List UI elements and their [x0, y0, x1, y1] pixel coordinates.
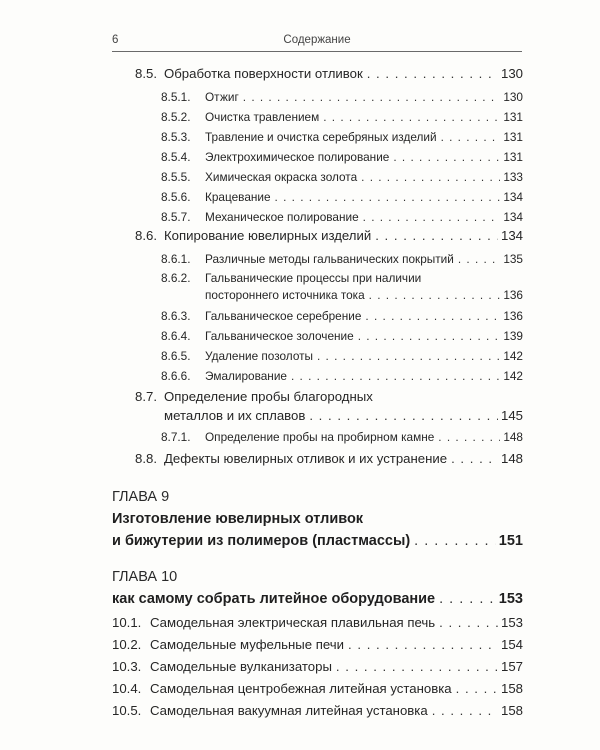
header-title: Содержание	[283, 34, 351, 46]
dot-leader	[348, 637, 498, 652]
dot-leader	[291, 369, 500, 383]
toc-entry-8-5-2[interactable]: 8.5.2. Очистка травлением . . . 131	[161, 110, 523, 124]
running-header	[112, 31, 522, 52]
dot-leader	[439, 615, 498, 630]
chapter-9-title-line1[interactable]: Изготовление ювелирных отливок	[112, 511, 364, 527]
dot-leader	[451, 451, 498, 466]
dot-leader	[432, 703, 498, 718]
dot-leader	[367, 66, 498, 81]
chapter-10-title[interactable]: как самому собрать литейное оборудование . . . 153	[112, 591, 523, 607]
dot-leader	[243, 90, 501, 104]
dot-leader	[309, 408, 498, 423]
toc-entry-8-7-line2[interactable]: металлов и их сплавов . . . 145	[135, 408, 523, 423]
toc-entry-8-5-6[interactable]: 8.5.6. Крацевание . . . 134	[161, 190, 523, 204]
dot-leader	[438, 430, 500, 444]
toc-entry-8-8[interactable]: 8.8. Дефекты ювелирных отливок и их устранение . . . 148	[135, 451, 523, 466]
toc-entry-10-3[interactable]: 10.3. Самодельные вулканизаторы . . . 157	[112, 659, 523, 674]
toc-entry-10-2[interactable]: 10.2. Самодельные муфельные печи . . . 154	[112, 637, 523, 652]
dot-leader	[275, 190, 501, 204]
toc-entry-title: Обработка поверхности отливок	[164, 66, 363, 81]
toc-entry-8-6-6[interactable]: 8.6.6. Эмалирование . . . 142	[161, 369, 523, 383]
toc-entry-8-6-1[interactable]: 8.6.1. Различные методы гальванических покрытий . . . 135	[161, 252, 523, 266]
toc-entry-10-1[interactable]: 10.1. Самодельная электрическая плавильная печь . . . 153	[112, 615, 523, 630]
toc-entry-8-6-4[interactable]: 8.6.4. Гальваническое золочение . . . 139	[161, 329, 523, 343]
chapter-10-label: ГЛАВА 10	[112, 569, 178, 585]
toc-entry-page: 130	[500, 66, 523, 81]
toc-entry-10-5[interactable]: 10.5. Самодельная вакуумная литейная установка . . . 158	[112, 703, 523, 718]
dot-leader	[439, 591, 496, 607]
chapter-9-title-line2[interactable]: и бижутерии из полимеров (пластмассы) . . . 151	[112, 533, 523, 549]
toc-entry-8-6-5[interactable]: 8.6.5. Удаление позолоты . . . 142	[161, 349, 523, 363]
toc-entry-8-6-2-line2[interactable]: постороннего источника тока . . . 136	[161, 288, 523, 302]
toc-entry-8-6[interactable]: 8.6. Копирование ювелирных изделий . . . 134	[135, 228, 523, 243]
dot-leader	[414, 533, 496, 549]
dot-leader	[441, 130, 501, 144]
toc-entry-10-4[interactable]: 10.4. Самодельная центробежная литейная установка . . . 158	[112, 681, 523, 696]
dot-leader	[458, 252, 500, 266]
toc-entry-8-5-3[interactable]: 8.5.3. Травление и очистка серебряных изделий . . . 131	[161, 130, 523, 144]
toc-entry-8-6-2-line1[interactable]: 8.6.2. Гальванические процессы при наличии	[161, 271, 422, 285]
dot-leader	[358, 329, 501, 343]
dot-leader	[369, 288, 501, 302]
toc-entry-8-5-4[interactable]: 8.5.4. Электрохимическое полирование . . . 131	[161, 150, 523, 164]
dot-leader	[323, 110, 500, 124]
toc-entry-8-7-line1[interactable]: 8.7. Определение пробы благородных	[135, 389, 373, 404]
dot-leader	[393, 150, 500, 164]
toc-entry-8-5-1[interactable]: 8.5.1. Отжиг . . . 130	[161, 90, 523, 104]
dot-leader	[363, 210, 501, 224]
dot-leader	[317, 349, 500, 363]
toc-entry-8-5[interactable]: 8.5. Обработка поверхности отливок . . . 130	[135, 66, 523, 81]
toc-entry-8-7-1[interactable]: 8.7.1. Определение пробы на пробирном камне . . . 148	[161, 430, 523, 444]
dot-leader	[361, 170, 500, 184]
dot-leader	[365, 309, 500, 323]
dot-leader	[456, 681, 498, 696]
dot-leader	[336, 659, 498, 674]
toc-entry-8-5-5[interactable]: 8.5.5. Химическая окраска золота . . . 133	[161, 170, 523, 184]
toc-entry-8-6-3[interactable]: 8.6.3. Гальваническое серебрение . . . 136	[161, 309, 523, 323]
chapter-9-label: ГЛАВА 9	[112, 489, 170, 505]
dot-leader	[375, 228, 498, 243]
toc-entry-8-5-7[interactable]: 8.5.7. Механическое полирование . . . 134	[161, 210, 523, 224]
page-number: 6	[112, 34, 119, 46]
